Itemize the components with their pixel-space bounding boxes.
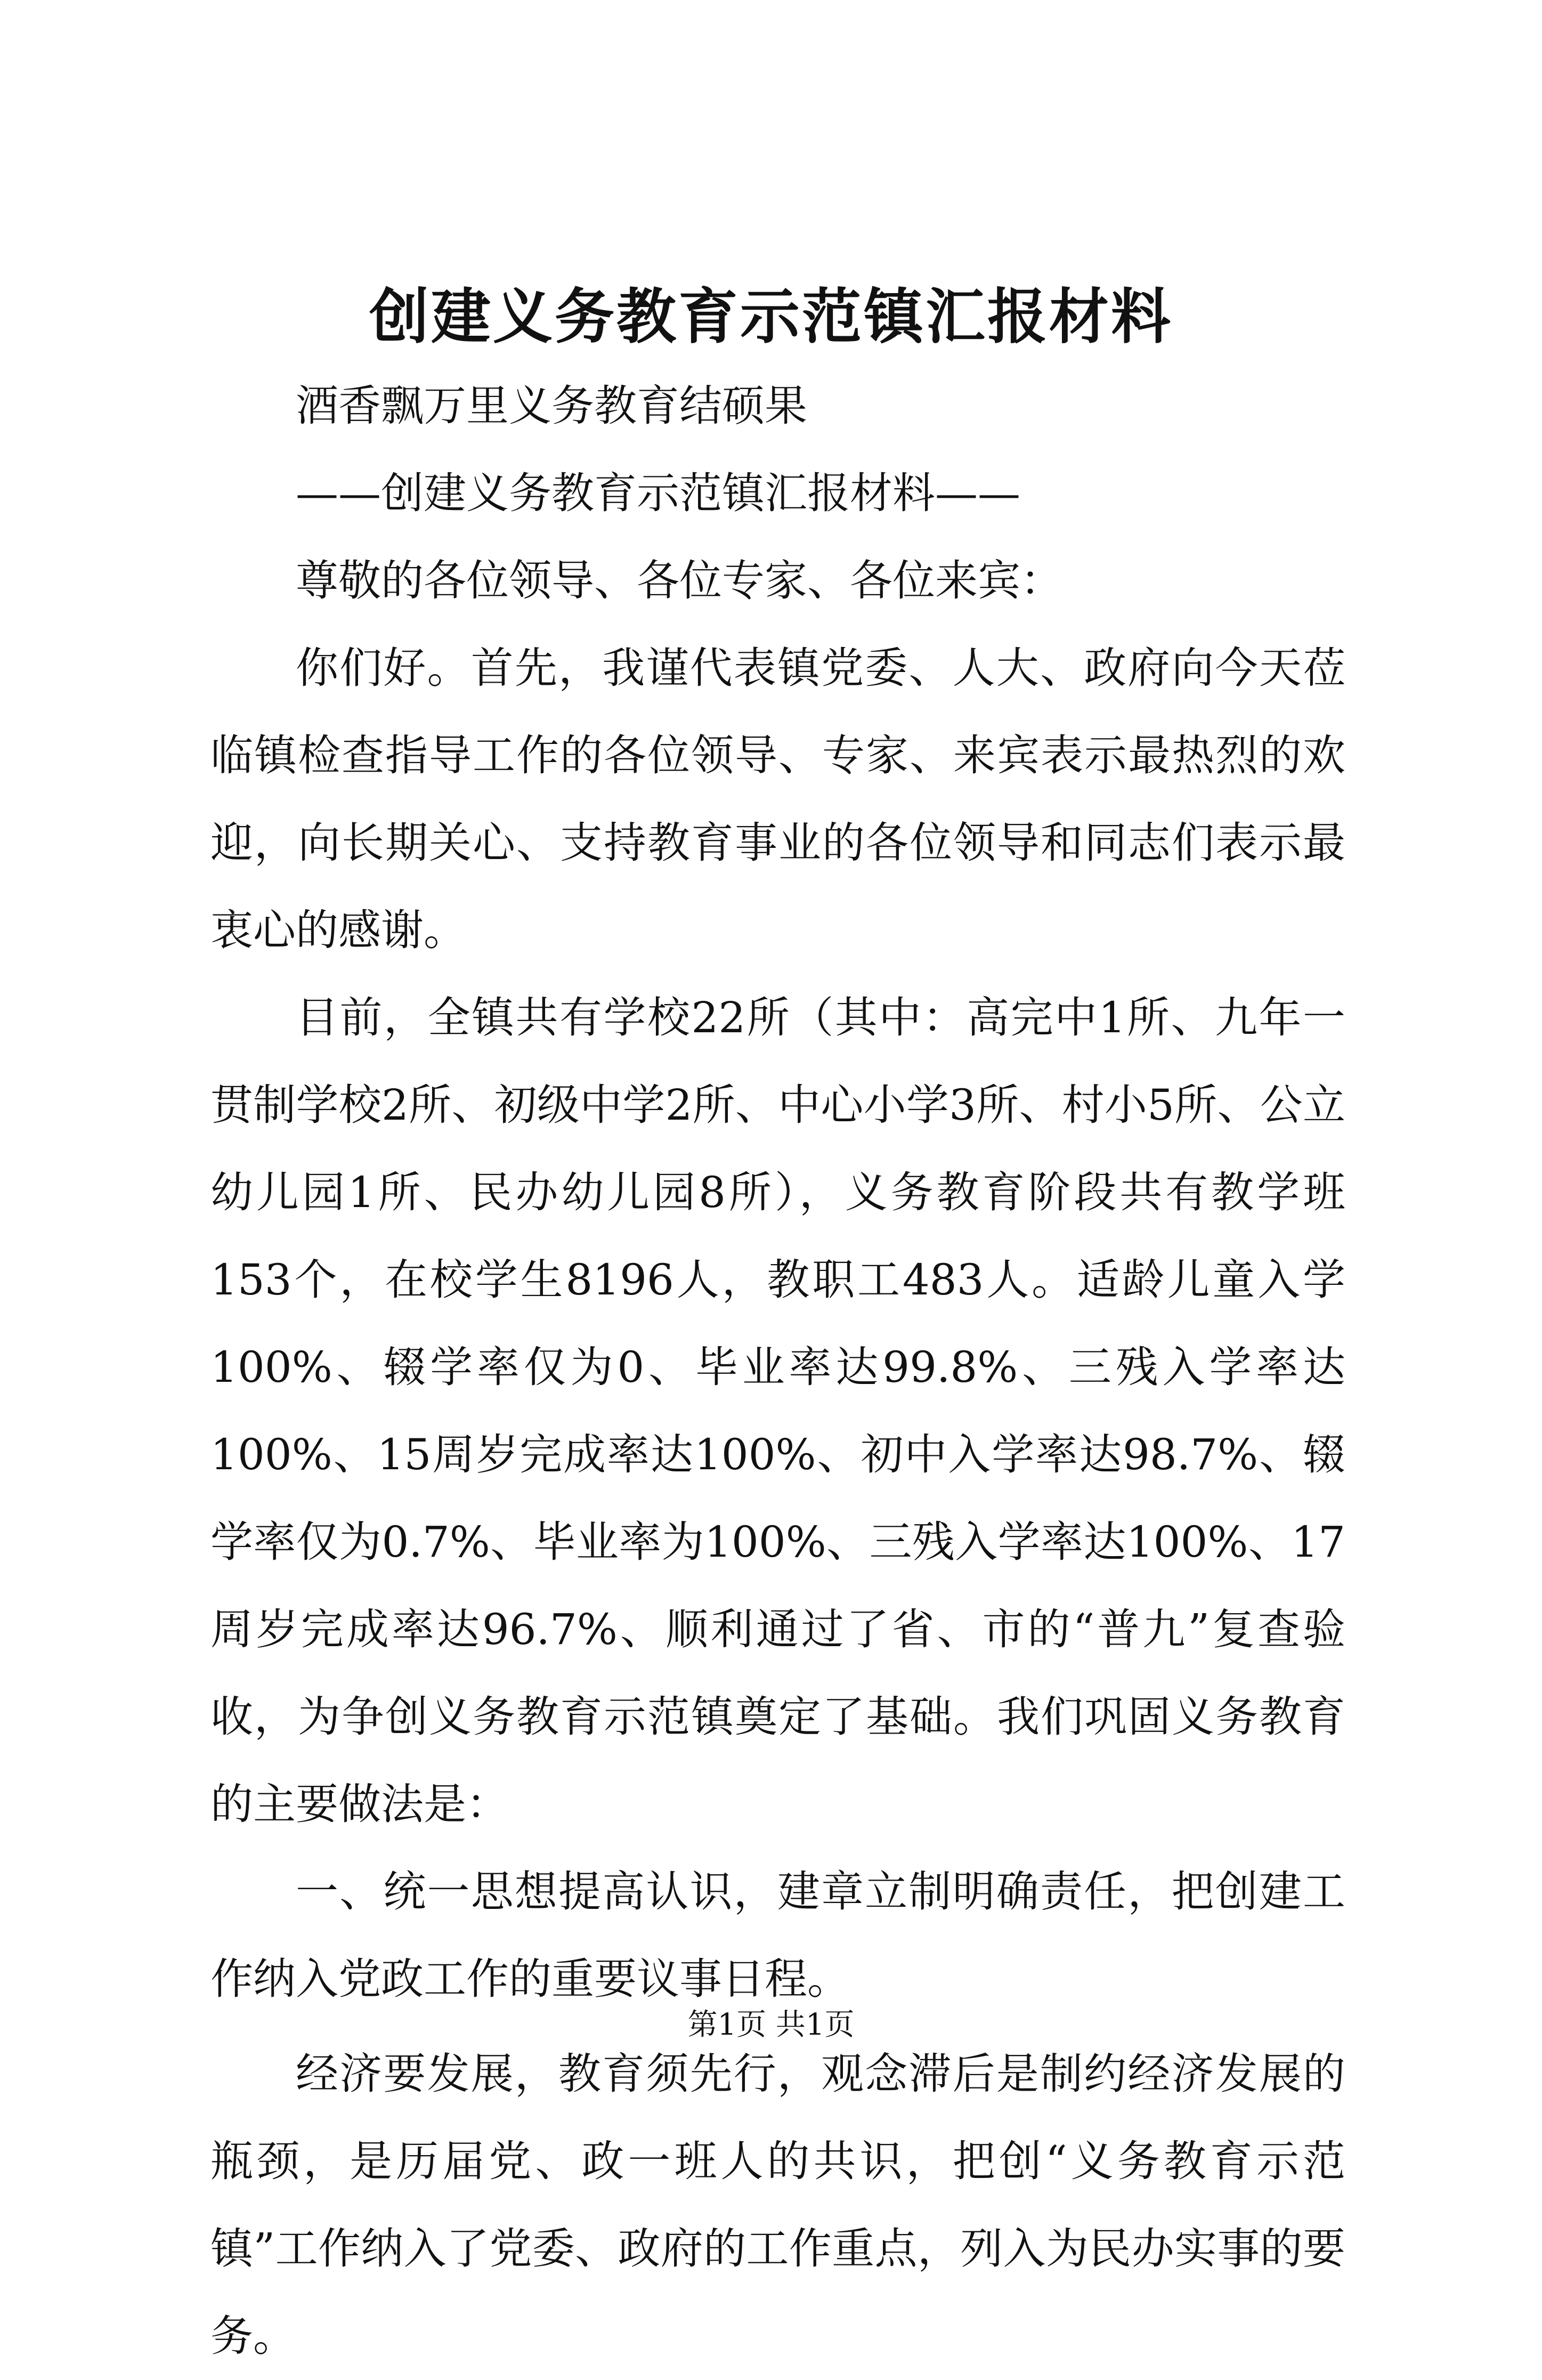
paragraph-section-heading: 一、统一思想提高认识，建章立制明确责任，把创建工作纳入党政工作的重要议事日程。: [210, 1867, 1345, 2004]
page-footer: 第1页 共1页: [687, 2007, 855, 2042]
paragraph-overview: 目前，全镇共有学校22所（其中：高完中1所、九年一贯制学校2所、初级中学2所、中心小学3所、村小5所、公立幼儿园1所、民办幼儿园8所），义务教育阶段共有教学班153个，在校学生8196人，教职工483人。适龄儿童入学100%、辍学率仅为0、毕业率达99.8%、三残入学率达100%、15周岁完成率达100%、初中入学率达98.7%、辍学率仅为0.7%、毕业率为100%、三残入学率达100%、17周岁完成率达96.7%、顺利通过了省、市的“普九”复查验收，为争创义务教育示范镇奠定了基础。我们巩固义务教育的主要做法是：: [210, 993, 1345, 1829]
document-title: 创建义务教育示范镇汇报材料: [369, 282, 1173, 352]
paragraph-section-body: 经济要发展，教育须先行，观念滞后是制约经济发展的瓶颈，是历届党、政一班人的共识，把创“义务教育示范镇”工作纳入了党委、政府的工作重点，列入为民办实事的要务。: [210, 2049, 1345, 2361]
paragraph-salutation: 尊敬的各位领导、各位专家、各位来宾：: [296, 556, 1063, 605]
document-body: [210, 362, 1345, 2380]
paragraph-subtitle: 酒香飘万里义务教育结硕果: [296, 381, 807, 431]
paragraph-greeting: 你们好。首先，我谨代表镇党委、人大、政府向今天莅临镇检查指导工作的各位领导、专家、来宾表示最热烈的欢迎，向长期关心、支持教育事业的各位领导和同志们表示最衷心的感谢。: [210, 643, 1345, 955]
paragraph-subheading: ——创建义务教育示范镇汇报材料——: [296, 468, 1020, 518]
